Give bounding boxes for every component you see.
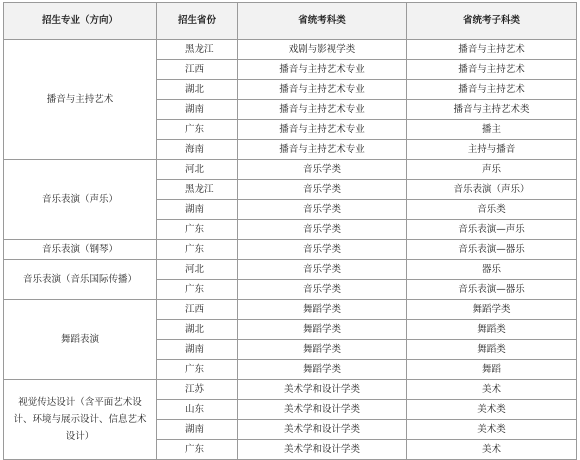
province-cell: 广东 bbox=[157, 440, 238, 460]
admissions-table-container bbox=[3, 2, 576, 460]
province-cell: 黑龙江 bbox=[157, 40, 238, 60]
major-cell: 音乐表演（声乐） bbox=[4, 160, 157, 240]
table-body bbox=[4, 40, 577, 460]
exam-subcategory-cell: 播音与主持艺术类 bbox=[407, 100, 577, 120]
exam-category-cell: 播音与主持艺术专业 bbox=[238, 80, 407, 100]
province-cell: 湖南 bbox=[157, 200, 238, 220]
exam-subcategory-cell: 美术类 bbox=[407, 400, 577, 420]
admissions-table bbox=[3, 2, 577, 460]
exam-subcategory-cell: 播音与主持艺术 bbox=[407, 40, 577, 60]
province-cell: 湖北 bbox=[157, 320, 238, 340]
table-row bbox=[4, 160, 577, 180]
exam-subcategory-cell: 舞蹈类 bbox=[407, 340, 577, 360]
province-cell: 广东 bbox=[157, 360, 238, 380]
exam-category-cell: 播音与主持艺术专业 bbox=[238, 140, 407, 160]
header-exam-subcategory: 省统考子科类 bbox=[407, 3, 577, 40]
province-cell: 广东 bbox=[157, 220, 238, 240]
exam-subcategory-cell: 播音与主持艺术 bbox=[407, 80, 577, 100]
exam-subcategory-cell: 播音与主持艺术 bbox=[407, 60, 577, 80]
exam-subcategory-cell: 音乐类 bbox=[407, 200, 577, 220]
major-cell: 音乐表演（钢琴） bbox=[4, 240, 157, 260]
province-cell: 广东 bbox=[157, 280, 238, 300]
province-cell: 广东 bbox=[157, 120, 238, 140]
major-cell: 舞蹈表演 bbox=[4, 300, 157, 380]
exam-category-cell: 音乐学类 bbox=[238, 240, 407, 260]
province-cell: 河北 bbox=[157, 160, 238, 180]
exam-subcategory-cell: 美术 bbox=[407, 440, 577, 460]
exam-category-cell: 播音与主持艺术专业 bbox=[238, 100, 407, 120]
exam-subcategory-cell: 舞蹈学类 bbox=[407, 300, 577, 320]
exam-category-cell: 美术学和设计学类 bbox=[238, 400, 407, 420]
exam-subcategory-cell: 播主 bbox=[407, 120, 577, 140]
province-cell: 黑龙江 bbox=[157, 180, 238, 200]
exam-category-cell: 音乐学类 bbox=[238, 260, 407, 280]
exam-category-cell: 音乐学类 bbox=[238, 180, 407, 200]
province-cell: 海南 bbox=[157, 140, 238, 160]
province-cell: 江苏 bbox=[157, 380, 238, 400]
exam-subcategory-cell: 美术 bbox=[407, 380, 577, 400]
exam-category-cell: 播音与主持艺术专业 bbox=[238, 60, 407, 80]
exam-category-cell: 音乐学类 bbox=[238, 200, 407, 220]
province-cell: 河北 bbox=[157, 260, 238, 280]
exam-subcategory-cell: 音乐表演—器乐 bbox=[407, 280, 577, 300]
major-cell: 音乐表演（音乐国际传播） bbox=[4, 260, 157, 300]
table-row bbox=[4, 260, 577, 280]
header-province: 招生省份 bbox=[157, 3, 238, 40]
exam-subcategory-cell: 声乐 bbox=[407, 160, 577, 180]
province-cell: 湖南 bbox=[157, 420, 238, 440]
exam-subcategory-cell: 器乐 bbox=[407, 260, 577, 280]
exam-category-cell: 音乐学类 bbox=[238, 220, 407, 240]
exam-category-cell: 舞蹈学类 bbox=[238, 300, 407, 320]
province-cell: 湖南 bbox=[157, 340, 238, 360]
table-row bbox=[4, 300, 577, 320]
province-cell: 江西 bbox=[157, 300, 238, 320]
exam-category-cell: 美术学和设计学类 bbox=[238, 440, 407, 460]
exam-category-cell: 美术学和设计学类 bbox=[238, 380, 407, 400]
exam-category-cell: 美术学和设计学类 bbox=[238, 420, 407, 440]
major-cell: 播音与主持艺术 bbox=[4, 40, 157, 160]
province-cell: 广东 bbox=[157, 240, 238, 260]
exam-subcategory-cell: 主持与播音 bbox=[407, 140, 577, 160]
exam-category-cell: 舞蹈学类 bbox=[238, 340, 407, 360]
table-row bbox=[4, 380, 577, 400]
exam-category-cell: 舞蹈学类 bbox=[238, 320, 407, 340]
exam-subcategory-cell: 音乐表演（声乐） bbox=[407, 180, 577, 200]
major-cell: 视觉传达设计（含平面艺术设计、环境与展示设计、信息艺术设计） bbox=[4, 380, 157, 460]
exam-category-cell: 音乐学类 bbox=[238, 280, 407, 300]
exam-subcategory-cell: 舞蹈 bbox=[407, 360, 577, 380]
header-exam-category: 省统考科类 bbox=[238, 3, 407, 40]
exam-subcategory-cell: 舞蹈类 bbox=[407, 320, 577, 340]
exam-subcategory-cell: 音乐表演—器乐 bbox=[407, 240, 577, 260]
table-row bbox=[4, 40, 577, 60]
header-row bbox=[4, 3, 577, 40]
exam-category-cell: 戏剧与影视学类 bbox=[238, 40, 407, 60]
province-cell: 湖南 bbox=[157, 100, 238, 120]
exam-subcategory-cell: 音乐表演—声乐 bbox=[407, 220, 577, 240]
exam-category-cell: 舞蹈学类 bbox=[238, 360, 407, 380]
province-cell: 江西 bbox=[157, 60, 238, 80]
table-header bbox=[4, 3, 577, 40]
exam-category-cell: 音乐学类 bbox=[238, 160, 407, 180]
province-cell: 山东 bbox=[157, 400, 238, 420]
table-row bbox=[4, 240, 577, 260]
province-cell: 湖北 bbox=[157, 80, 238, 100]
exam-subcategory-cell: 美术类 bbox=[407, 420, 577, 440]
header-major: 招生专业（方向） bbox=[4, 3, 157, 40]
exam-category-cell: 播音与主持艺术专业 bbox=[238, 120, 407, 140]
